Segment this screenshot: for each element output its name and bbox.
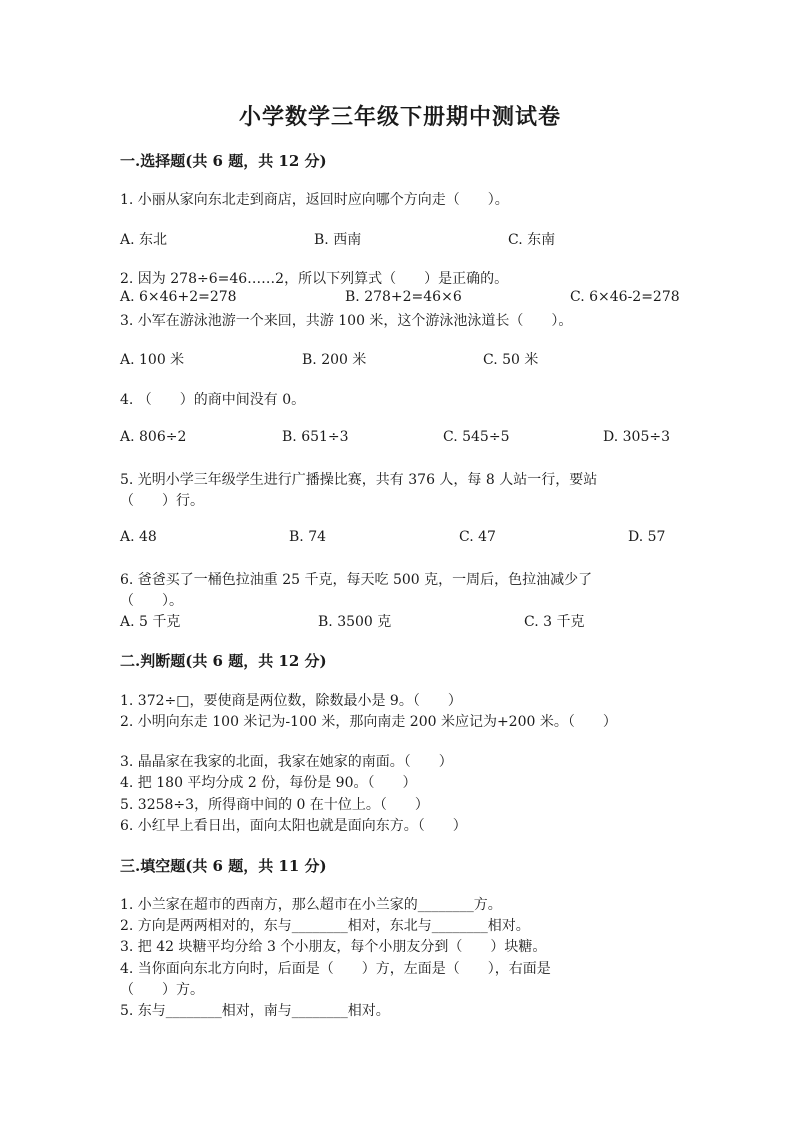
question-text: 2. 小明向东走 100 米记为-100 米，那向南走 200 米应记为+200 米。（ ） [120, 714, 617, 730]
option-b[interactable]: B. 74 [289, 529, 327, 545]
question-text-continued: （ ）方。 [120, 982, 204, 998]
question-text: 2. 方向是两两相对的，东与________相对，东北与________相对。 [120, 918, 530, 934]
section-heading-fill-in: 三.填空题(共 6 题，共 11 分) [120, 857, 327, 875]
question-text: 3. 晶晶家在我家的北面，我家在她家的南面。（ ） [120, 754, 453, 770]
question-text-continued: （ ）行。 [120, 493, 204, 509]
question-text: 4. （ ）的商中间没有 0。 [120, 392, 306, 408]
question-text: 6. 小红早上看日出，面向太阳也就是面向东方。（ ） [120, 818, 467, 834]
option-c[interactable]: C. 6×46-2=278 [570, 289, 680, 305]
question-text-continued: （ ）。 [120, 593, 183, 609]
option-a[interactable]: A. 东北 [120, 232, 168, 248]
option-a[interactable]: A. 806÷2 [120, 429, 187, 445]
option-a[interactable]: A. 100 米 [120, 352, 185, 368]
question-text: 3. 把 42 块糖平均分给 3 个小朋友，每个小朋友分到（ ）块糖。 [120, 939, 547, 955]
question-text: 6. 爸爸买了一桶色拉油重 25 千克，每天吃 500 克，一周后，色拉油减少了 [120, 572, 593, 588]
question-text: 1. 小丽从家向东北走到商店，返回时应向哪个方向走（ ）。 [120, 192, 509, 208]
option-a[interactable]: A. 5 千克 [120, 614, 181, 630]
option-c[interactable]: C. 东南 [508, 232, 556, 248]
option-c[interactable]: C. 47 [459, 529, 496, 545]
option-b[interactable]: B. 200 米 [302, 352, 367, 368]
question-text: 1. 小兰家在超市的西南方，那么超市在小兰家的________方。 [120, 897, 502, 913]
option-d[interactable]: D. 305÷3 [603, 429, 670, 445]
question-text: 4. 当你面向东北方向时，后面是（ ）方，左面是（ ），右面是 [120, 961, 551, 977]
question-text: 4. 把 180 平均分成 2 份，每份是 90。（ ） [120, 775, 417, 791]
question-text: 1. 372÷□，要使商是两位数，除数最小是 9。（ ） [120, 693, 462, 709]
question-text: 5. 东与________相对，南与________相对。 [120, 1003, 390, 1019]
section-heading-judgment: 二.判断题(共 6 题，共 12 分) [120, 652, 327, 670]
option-b[interactable]: B. 278+2=46×6 [345, 289, 462, 305]
option-d[interactable]: D. 57 [628, 529, 666, 545]
question-text: 2. 因为 278÷6=46……2，所以下列算式（ ）是正确的。 [120, 271, 509, 287]
option-c[interactable]: C. 545÷5 [443, 429, 510, 445]
option-b[interactable]: B. 651÷3 [282, 429, 349, 445]
question-text: 5. 3258÷3，所得商中间的 0 在十位上。（ ） [120, 797, 429, 813]
option-b[interactable]: B. 西南 [314, 232, 362, 248]
question-text: 5. 光明小学三年级学生进行广播操比赛，共有 376 人，每 8 人站一行，要站 [120, 472, 598, 488]
option-b[interactable]: B. 3500 克 [318, 614, 392, 630]
option-c[interactable]: C. 50 米 [483, 352, 539, 368]
question-text: 3. 小军在游泳池游一个来回，共游 100 米，这个游泳池泳道长（ ）。 [120, 313, 573, 329]
section-heading-choice: 一.选择题(共 6 题，共 12 分) [120, 152, 327, 170]
page-title: 小学数学三年级下册期中测试卷 [238, 104, 561, 130]
option-a[interactable]: A. 6×46+2=278 [120, 289, 237, 305]
option-c[interactable]: C. 3 千克 [524, 614, 585, 630]
option-a[interactable]: A. 48 [120, 529, 157, 545]
